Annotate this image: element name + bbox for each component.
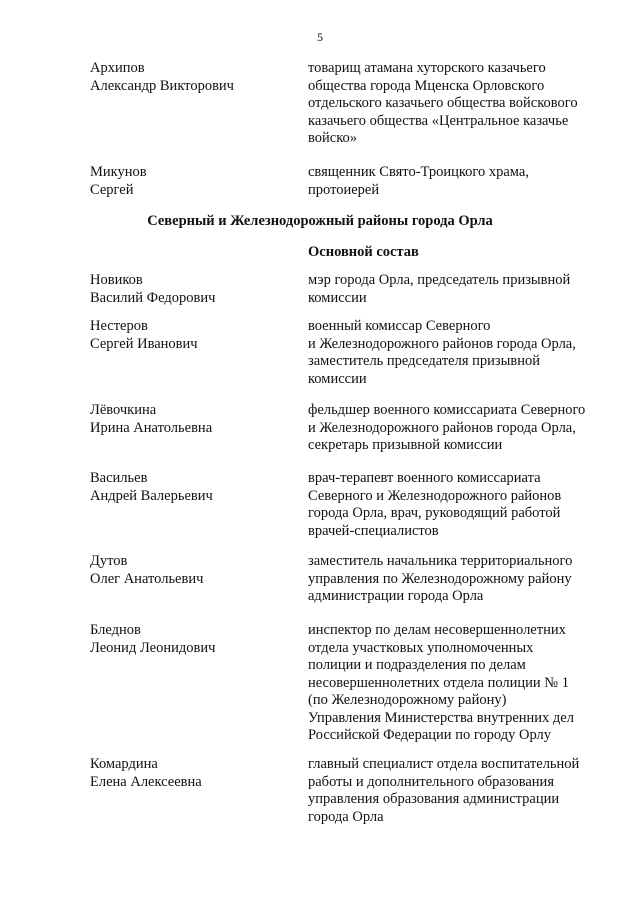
person-name bbox=[90, 470, 290, 505]
role-line: администрации города Орла bbox=[308, 588, 484, 604]
person-name bbox=[90, 402, 290, 437]
person-given-names: Олег Анатольевич bbox=[90, 570, 204, 587]
person-given-names: Андрей Валерьевич bbox=[90, 487, 213, 504]
role-line: несовершеннолетних отдела полиции № 1 bbox=[308, 674, 570, 691]
section-heading: Северный и Железнодорожный районы города Орла bbox=[147, 213, 493, 229]
role-line: и Железнодорожного районов города Орла, bbox=[308, 335, 576, 352]
person-given-names: Александр Викторович bbox=[90, 77, 234, 94]
person-given-names: Сергей Иванович bbox=[90, 335, 198, 352]
sub-heading: Основной состав bbox=[308, 244, 419, 260]
role-line: заместитель председателя призывной bbox=[308, 353, 540, 369]
person-given-names: Ирина Анатольевна bbox=[90, 419, 213, 436]
role-line: управления по Железнодорожному району bbox=[308, 570, 572, 587]
role-line: главный специалист отдела воспитательной bbox=[308, 756, 580, 772]
page-number: 5 bbox=[317, 30, 323, 44]
person-role bbox=[308, 318, 618, 388]
person-surname: Новиков bbox=[90, 272, 143, 288]
role-line: врачей-специалистов bbox=[308, 522, 439, 539]
person-surname: Дутов bbox=[90, 553, 128, 569]
person-surname: Комардина bbox=[90, 756, 158, 772]
role-line: полиции и подразделения по делам bbox=[308, 657, 526, 673]
role-line: отдельского казачьего общества войскового bbox=[308, 95, 578, 111]
person-name bbox=[90, 60, 290, 95]
person-surname: Васильев bbox=[90, 470, 148, 486]
person-role bbox=[308, 164, 618, 199]
person-name bbox=[90, 756, 290, 791]
role-line: инспектор по делам несовершеннолетних bbox=[308, 622, 566, 638]
person-surname: Бледнов bbox=[90, 622, 141, 638]
role-line: управления образования администрации bbox=[308, 791, 560, 807]
person-role bbox=[308, 60, 618, 148]
person-role bbox=[308, 756, 618, 826]
role-line: города Орла, врач, руководящий работой bbox=[308, 505, 561, 521]
role-line: общества города Мценска Орловского bbox=[308, 77, 545, 94]
person-surname: Нестеров bbox=[90, 318, 148, 334]
role-line: войско» bbox=[308, 130, 358, 146]
person-surname: Архипов bbox=[90, 60, 145, 76]
person-name bbox=[90, 318, 290, 353]
person-role bbox=[308, 272, 618, 307]
role-line: товарищ атамана хуторского казачьего bbox=[308, 60, 546, 76]
role-line: комиссии bbox=[308, 289, 367, 306]
person-name bbox=[90, 622, 290, 657]
role-line: Российской Федерации по городу Орлу bbox=[308, 727, 552, 743]
person-given-names: Сергей bbox=[90, 181, 134, 198]
role-line: (по Железнодорожному району) bbox=[308, 692, 507, 708]
person-surname: Лёвочкина bbox=[90, 402, 157, 418]
role-line: заместитель начальника территориального bbox=[308, 553, 573, 569]
person-name bbox=[90, 272, 290, 307]
person-surname: Микунов bbox=[90, 164, 147, 180]
role-line: военный комиссар Северного bbox=[308, 318, 491, 334]
person-given-names: Василий Федорович bbox=[90, 289, 216, 306]
person-name bbox=[90, 164, 290, 199]
role-line: и Железнодорожного районов города Орла, bbox=[308, 419, 576, 436]
person-given-names: Леонид Леонидович bbox=[90, 639, 216, 656]
role-line: фельдшер военного комиссариата Северного bbox=[308, 402, 586, 418]
role-line: города Орла bbox=[308, 808, 384, 825]
person-role bbox=[308, 553, 618, 606]
person-role bbox=[308, 470, 618, 540]
role-line: отдела участковых уполномоченных bbox=[308, 639, 534, 656]
person-given-names: Елена Алексеевна bbox=[90, 773, 202, 790]
person-name bbox=[90, 553, 290, 588]
role-line: Управления Министерства внутренних дел bbox=[308, 709, 574, 726]
person-role bbox=[308, 622, 618, 745]
role-line: священник Свято-Троицкого храма, bbox=[308, 164, 529, 180]
role-line: комиссии bbox=[308, 370, 367, 387]
role-line: врач-терапевт военного комиссариата bbox=[308, 470, 541, 486]
role-line: протоиерей bbox=[308, 181, 380, 198]
role-line: мэр города Орла, председатель призывной bbox=[308, 272, 571, 288]
person-role bbox=[308, 402, 618, 455]
role-line: работы и дополнительного образования bbox=[308, 773, 554, 790]
role-line: Северного и Железнодорожного районов bbox=[308, 487, 562, 504]
role-line: казачьего общества «Центральное казачье bbox=[308, 112, 569, 129]
role-line: секретарь призывной комиссии bbox=[308, 437, 503, 453]
